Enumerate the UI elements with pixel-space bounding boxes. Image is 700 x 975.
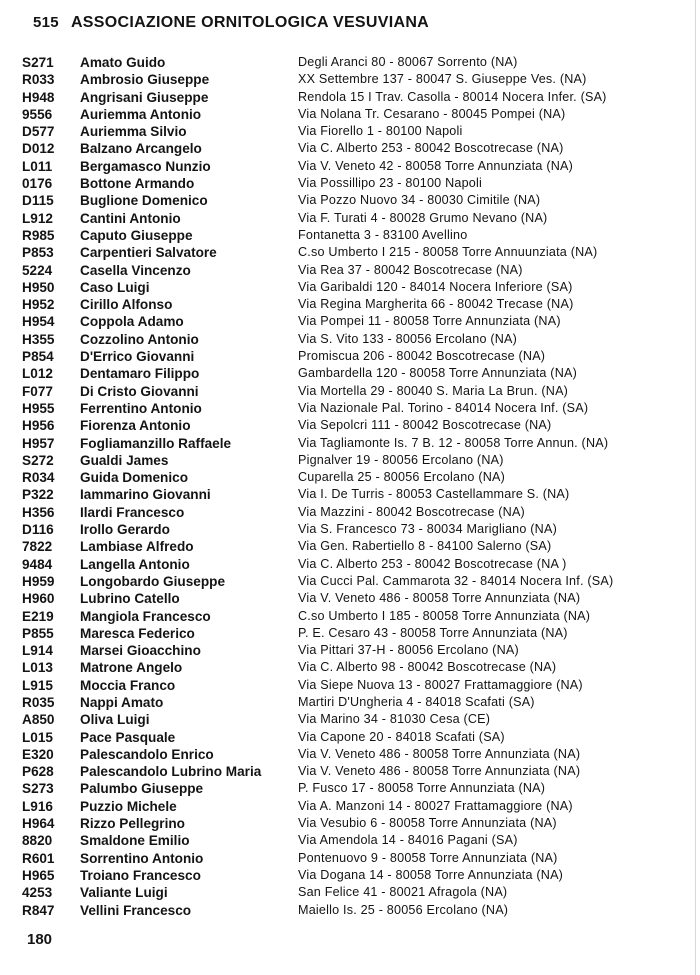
member-address: Via Vesubio 6 - 80058 Torre Annunziata (NA) — [298, 816, 557, 831]
member-name: Puzzio Michele — [80, 798, 177, 814]
member-code: F077 — [22, 383, 53, 399]
member-row — [22, 54, 690, 71]
member-row — [22, 140, 690, 157]
page-edge-divider — [695, 0, 696, 975]
member-name: Langella Antonio — [80, 556, 190, 572]
member-code: 9556 — [22, 106, 53, 122]
member-row — [22, 227, 690, 244]
member-address: Pontenuovo 9 - 80058 Torre Annunziata (NA) — [298, 850, 558, 865]
member-address: Via Pompei 11 - 80058 Torre Annunziata (NA) — [298, 314, 561, 329]
member-address: Via Possillipo 23 - 80100 Napoli — [298, 176, 482, 191]
member-code: L915 — [22, 677, 53, 693]
member-code: R985 — [22, 227, 55, 243]
member-row — [22, 262, 690, 279]
member-address: Degli Aranci 80 - 80067 Sorrento (NA) — [298, 55, 518, 69]
member-code: E219 — [22, 608, 54, 624]
member-name: Longobardo Giuseppe — [80, 573, 225, 589]
member-code: H954 — [22, 314, 55, 330]
member-code: P628 — [22, 764, 54, 780]
page-title: ASSOCIAZIONE ORNITOLOGICA VESUVIANA — [70, 14, 430, 31]
member-row — [22, 244, 690, 261]
member-address: Via A. Manzoni 14 - 80027 Frattamaggiore (NA) — [298, 798, 573, 813]
member-row — [22, 348, 690, 365]
member-row — [22, 815, 690, 832]
page-number: 180 — [27, 931, 53, 948]
member-name: Troiano Francesco — [80, 867, 201, 883]
member-code: S271 — [22, 55, 54, 70]
member-row — [22, 452, 690, 469]
member-address: Cuparella 25 - 80056 Ercolano (NA) — [298, 470, 506, 485]
member-name: Auriemma Silvio — [80, 124, 187, 140]
member-address: Fontanetta 3 - 83100 Avellino — [298, 227, 468, 242]
member-code: S272 — [22, 452, 54, 468]
member-address: San Felice 41 - 80021 Afragola (NA) — [298, 885, 508, 900]
member-address: Via V. Veneto 486 - 80058 Torre Annunziata (NA) — [298, 746, 581, 761]
member-code: 5224 — [22, 262, 53, 278]
member-row — [22, 832, 690, 849]
member-address: Via Cucci Pal. Cammarota 32 - 84014 Nocera Inf. (SA) — [298, 573, 614, 588]
member-name: Carpentieri Salvatore — [80, 245, 217, 261]
member-address: Via Pozzo Nuovo 34 - 80030 Cimitile (NA) — [298, 193, 541, 208]
member-address: C.so Umberto I 215 - 80058 Torre Annuunziata (NA) — [298, 245, 598, 260]
member-address: Via Nolana Tr. Cesarano - 80045 Pompei (NA) — [298, 106, 566, 121]
member-name: Pace Pasquale — [80, 729, 176, 745]
member-address: P. Fusco 17 - 80058 Torre Annunziata (NA) — [298, 781, 546, 796]
member-row — [22, 417, 690, 434]
member-address: Via Capone 20 - 84018 Scafati (SA) — [298, 729, 505, 744]
member-name: Palumbo Giuseppe — [80, 781, 204, 797]
member-code: 0176 — [22, 176, 53, 192]
member-code: D116 — [22, 522, 54, 538]
member-code: H955 — [22, 400, 55, 416]
member-list — [22, 54, 690, 919]
member-code: H355 — [22, 331, 55, 347]
member-row — [22, 400, 690, 417]
member-address: XX Settembre 137 - 80047 S. Giuseppe Ves. (NA) — [298, 72, 587, 87]
member-address: Via Gen. Rabertiello 8 - 84100 Salerno (SA) — [298, 539, 552, 554]
member-address: Via C. Alberto 98 - 80042 Boscotrecase (NA) — [298, 660, 557, 675]
member-address: Martiri D'Ungheria 4 - 84018 Scafati (SA) — [298, 694, 535, 709]
member-name: Ilardi Francesco — [80, 504, 185, 520]
member-address: Via C. Alberto 253 - 80042 Boscotrecase (NA ) — [298, 556, 567, 571]
member-address: Via Amendola 14 - 84016 Pagani (SA) — [298, 833, 518, 848]
member-name: Lubrino Catello — [80, 591, 180, 607]
member-row — [22, 867, 690, 884]
member-name: Oliva Luigi — [80, 712, 150, 728]
member-row — [22, 746, 690, 763]
member-address: Via Pittari 37-H - 80056 Ercolano (NA) — [298, 643, 519, 658]
member-row — [22, 902, 690, 919]
member-name: Palescandolo Lubrino Maria — [80, 764, 262, 780]
member-name: Sorrentino Antonio — [80, 850, 204, 866]
member-address: Via Nazionale Pal. Torino - 84014 Nocera Inf. (SA) — [298, 400, 589, 415]
member-code: E320 — [22, 746, 54, 762]
member-row — [22, 331, 690, 348]
member-address: P. E. Cesaro 43 - 80058 Torre Annunziata (NA) — [298, 625, 568, 640]
member-name: Angrisani Giuseppe — [80, 89, 209, 105]
member-row — [22, 884, 690, 901]
member-code: D577 — [22, 124, 55, 140]
member-code: R847 — [22, 902, 55, 918]
member-name: Matrone Angelo — [80, 660, 183, 676]
member-name: Di Cristo Giovanni — [80, 383, 199, 399]
member-code: L912 — [22, 210, 53, 226]
member-address: Promiscua 206 - 80042 Boscotrecase (NA) — [298, 349, 546, 364]
member-address: Via Tagliamonte Is. 7 B. 12 - 80058 Torre Annun. (NA) — [298, 435, 609, 450]
member-row — [22, 210, 690, 227]
member-row — [22, 780, 690, 797]
member-code: 7822 — [22, 539, 53, 555]
member-row — [22, 158, 690, 175]
member-row — [22, 763, 690, 780]
member-address: Via I. De Turris - 80053 Castellammare S. (NA) — [298, 487, 570, 502]
member-name: Nappi Amato — [80, 694, 164, 710]
member-code: H960 — [22, 591, 55, 607]
member-code: R034 — [22, 470, 55, 486]
member-code: A850 — [22, 712, 55, 728]
member-code: R035 — [22, 694, 55, 710]
member-address: Via Sepolcri 111 - 80042 Boscotrecase (NA) — [298, 418, 552, 433]
member-name: Maresca Federico — [80, 625, 195, 641]
member-name: Amato Guido — [80, 55, 166, 70]
member-name: Bergamasco Nunzio — [80, 158, 211, 174]
member-address: Via S. Vito 133 - 80056 Ercolano (NA) — [298, 331, 518, 346]
member-address: Via Fiorello 1 - 80100 Napoli — [298, 124, 463, 139]
member-row — [22, 711, 690, 728]
member-code: S273 — [22, 781, 54, 797]
member-name: Marsei Gioacchino — [80, 643, 201, 659]
member-name: Auriemma Antonio — [80, 106, 202, 122]
member-row — [22, 694, 690, 711]
member-row — [22, 521, 690, 538]
member-name: Casella Vincenzo — [80, 262, 191, 278]
member-name: Smaldone Emilio — [80, 833, 190, 849]
member-name: Rizzo Pellegrino — [80, 816, 185, 832]
member-name: Caso Luigi — [80, 279, 150, 295]
member-row — [22, 556, 690, 573]
member-address: Via F. Turati 4 - 80028 Grumo Nevano (NA) — [298, 210, 548, 225]
member-address: Rendola 15 I Trav. Casolla - 80014 Nocera Infer. (SA) — [298, 89, 607, 104]
member-code: H957 — [22, 435, 55, 451]
member-row — [22, 608, 690, 625]
member-address: Via S. Francesco 73 - 80034 Marigliano (NA) — [298, 522, 557, 537]
member-code: R033 — [22, 72, 55, 88]
member-row — [22, 89, 690, 106]
member-name: Ferrentino Antonio — [80, 400, 202, 416]
member-row — [22, 123, 690, 140]
member-row — [22, 590, 690, 607]
member-name: Caputo Giuseppe — [80, 227, 193, 243]
member-code: H959 — [22, 573, 55, 589]
member-address: Gambardella 120 - 80058 Torre Annunziata (NA) — [298, 366, 577, 381]
member-name: Cozzolino Antonio — [80, 331, 199, 347]
member-address: Via C. Alberto 253 - 80042 Boscotrecase (NA) — [298, 141, 564, 156]
member-row — [22, 798, 690, 815]
member-code: L011 — [22, 158, 53, 174]
member-name: Lambiase Alfredo — [80, 539, 194, 555]
member-code: H356 — [22, 504, 55, 520]
member-name: Gualdi James — [80, 452, 169, 468]
member-row — [22, 192, 690, 209]
member-address: Via Garibaldi 120 - 84014 Nocera Inferiore (SA) — [298, 279, 573, 294]
member-code: H964 — [22, 816, 55, 832]
member-name: Coppola Adamo — [80, 314, 184, 330]
section-number: 515 — [33, 14, 59, 31]
member-row — [22, 435, 690, 452]
member-row — [22, 504, 690, 521]
member-address: Via Mortella 29 - 80040 S. Maria La Brun. (NA) — [298, 383, 569, 398]
member-address: Via V. Veneto 486 - 80058 Torre Annunziata (NA) — [298, 591, 581, 606]
member-address: Via Dogana 14 - 80058 Torre Annunziata (NA) — [298, 867, 564, 882]
member-row — [22, 850, 690, 867]
member-code: L013 — [22, 660, 53, 676]
member-row — [22, 313, 690, 330]
member-name: D'Errico Giovanni — [80, 349, 195, 365]
member-row — [22, 469, 690, 486]
member-code: L012 — [22, 366, 53, 382]
member-address: Maiello Is. 25 - 80056 Ercolano (NA) — [298, 902, 509, 917]
member-code: P853 — [22, 245, 54, 261]
member-code: 9484 — [22, 556, 53, 572]
member-row — [22, 383, 690, 400]
member-row — [22, 538, 690, 555]
member-name: Buglione Domenico — [80, 193, 208, 209]
member-code: R601 — [22, 850, 55, 866]
member-address: Via Mazzini - 80042 Boscotrecase (NA) — [298, 504, 525, 519]
member-address: Via V. Veneto 486 - 80058 Torre Annunziata (NA) — [298, 764, 581, 779]
member-name: Balzano Arcangelo — [80, 141, 202, 157]
member-code: H950 — [22, 279, 55, 295]
member-address: C.so Umberto I 185 - 80058 Torre Annunziata (NA) — [298, 608, 591, 623]
page-header — [33, 14, 429, 40]
member-row — [22, 642, 690, 659]
member-code: 8820 — [22, 833, 53, 849]
member-address: Via Rea 37 - 80042 Boscotrecase (NA) — [298, 262, 523, 277]
member-name: Iammarino Giovanni — [80, 487, 211, 503]
member-name: Guida Domenico — [80, 470, 189, 486]
member-row — [22, 729, 690, 746]
member-row — [22, 625, 690, 642]
member-name: Vellini Francesco — [80, 902, 192, 918]
member-code: P855 — [22, 625, 54, 641]
member-name: Fiorenza Antonio — [80, 418, 191, 434]
member-row — [22, 573, 690, 590]
member-code: H956 — [22, 418, 55, 434]
member-row — [22, 486, 690, 503]
member-code: D012 — [22, 141, 55, 157]
member-code: 4253 — [22, 885, 53, 901]
member-code: L916 — [22, 798, 53, 814]
member-row — [22, 365, 690, 382]
member-code: H965 — [22, 867, 55, 883]
member-name: Cirillo Alfonso — [80, 297, 173, 313]
member-address: Pignalver 19 - 80056 Ercolano (NA) — [298, 452, 504, 467]
member-address: Via Regina Margherita 66 - 80042 Trecase (NA) — [298, 297, 574, 312]
member-code: D115 — [22, 193, 54, 209]
member-name: Dentamaro Filippo — [80, 366, 200, 382]
member-name: Palescandolo Enrico — [80, 746, 214, 762]
member-name: Mangiola Francesco — [80, 608, 211, 624]
member-name: Cantini Antonio — [80, 210, 181, 226]
member-code: H948 — [22, 89, 55, 105]
member-row — [22, 677, 690, 694]
member-row — [22, 279, 690, 296]
member-name: Fogliamanzillo Raffaele — [80, 435, 232, 451]
member-row — [22, 296, 690, 313]
member-address: Via Marino 34 - 81030 Cesa (CE) — [298, 712, 491, 727]
member-name: Valiante Luigi — [80, 885, 168, 901]
member-row — [22, 71, 690, 88]
member-name: Moccia Franco — [80, 677, 176, 693]
member-row — [22, 175, 690, 192]
member-code: H952 — [22, 297, 55, 313]
member-name: Ambrosio Giuseppe — [80, 72, 210, 88]
member-code: L914 — [22, 643, 53, 659]
member-name: Irollo Gerardo — [80, 522, 170, 538]
member-code: P322 — [22, 487, 54, 503]
member-row — [22, 659, 690, 676]
member-row — [22, 106, 690, 123]
member-code: L015 — [22, 729, 53, 745]
member-address: Via V. Veneto 42 - 80058 Torre Annunziata (NA) — [298, 158, 574, 173]
member-address: Via Siepe Nuova 13 - 80027 Frattamaggiore (NA) — [298, 677, 583, 692]
member-name: Bottone Armando — [80, 176, 195, 192]
member-code: P854 — [22, 349, 54, 365]
